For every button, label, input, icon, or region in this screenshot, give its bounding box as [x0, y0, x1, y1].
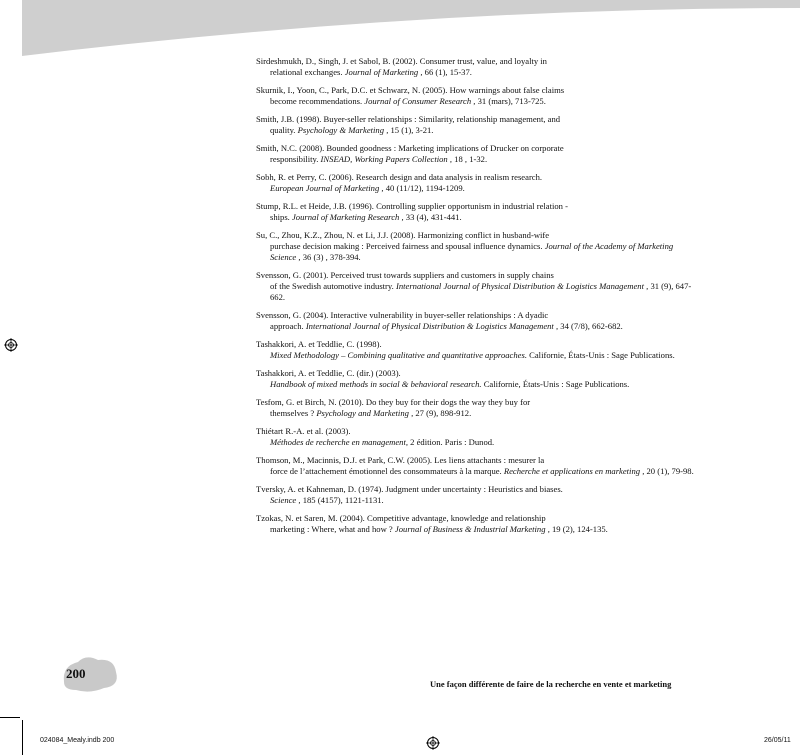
crop-mark — [0, 717, 20, 718]
citation-details: , 15 (1), 3-21. — [386, 125, 434, 135]
reference-continuation — [256, 67, 698, 78]
journal-title: Science — [270, 495, 297, 505]
reference-first-line: Stump, R.L. et Heide, J.B. (1996). Controlling supplier opportunism in industrial relation - — [256, 201, 568, 211]
reference-first-line: Tesfom, G. et Birch, N. (2010). Do they buy for their dogs the way they buy for — [256, 397, 531, 407]
citation-details: , 18 , 1-32. — [449, 154, 488, 164]
registration-mark-icon — [4, 338, 18, 352]
reference-continuation — [256, 241, 698, 263]
reference-entry — [256, 513, 698, 535]
reference-first-line: Thomson, M., Macinnis, D.J. et Park, C.W. (2005). Les liens attachants : mesurer la — [256, 455, 545, 465]
citation-details: , 27 (9), 898-912. — [411, 408, 472, 418]
citation-details: , 66 (1), 15-37. — [420, 67, 472, 77]
reference-first-line: Tashakkori, A. et Teddlie, C. (1998). — [256, 339, 382, 349]
citation-details: , 19 (2), 124-135. — [547, 524, 608, 534]
reference-first-line: Sirdeshmukh, D., Singh, J. et Sabol, B. (2002). Consumer trust, value, and loyalty in — [256, 56, 547, 66]
reference-entry — [256, 310, 698, 332]
citation-details: , 185 (4157), 1121-1131. — [298, 495, 384, 505]
journal-title: Journal of Marketing Research — [291, 212, 400, 222]
reference-continuation — [256, 125, 698, 136]
reference-first-line: Tashakkori, A. et Teddlie, C. (dir.) (2003). — [256, 368, 401, 378]
reference-body: responsibility. — [270, 154, 319, 164]
reference-entry — [256, 143, 698, 165]
reference-continuation — [256, 212, 698, 223]
reference-continuation — [256, 350, 698, 361]
journal-title: Journal of Business & Industrial Marketing — [394, 524, 546, 534]
reference-body: themselves ? — [270, 408, 315, 418]
journal-title: European Journal of Marketing — [270, 183, 380, 193]
journal-title: Psychology & Marketing — [297, 125, 385, 135]
reference-body: ships. — [270, 212, 290, 222]
registration-mark-icon — [426, 736, 440, 750]
reference-entry — [256, 85, 698, 107]
reference-body: relational exchanges. — [270, 67, 343, 77]
journal-title: Journal of the Academy of Marketing Science — [270, 241, 674, 262]
reference-continuation — [256, 524, 698, 535]
citation-details: , 40 (11/12), 1194-1209. — [381, 183, 465, 193]
journal-title: Méthodes de recherche en management, — [270, 437, 409, 447]
citation-details: , 31 (mars), 713-725. — [473, 96, 546, 106]
reference-entry — [256, 397, 698, 419]
reference-continuation — [256, 154, 698, 165]
reference-entry — [256, 114, 698, 136]
journal-title: Journal of Consumer Research — [364, 96, 472, 106]
reference-continuation — [256, 379, 698, 390]
reference-entry — [256, 201, 698, 223]
reference-entry — [256, 368, 698, 390]
reference-continuation — [256, 495, 698, 506]
reference-first-line: Skurnik, I., Yoon, C., Park, D.C. et Schwarz, N. (2005). How warnings about false claims — [256, 85, 565, 95]
reference-first-line: Tversky, A. et Kahneman, D. (1974). Judgment under uncertainty : Heuristics and biases. — [256, 484, 563, 494]
reference-body: force de l’attachement émotionnel des consommateurs à la marque. — [270, 466, 502, 476]
reference-first-line: Smith, J.B. (1998). Buyer-seller relationships : Similarity, relationship management, and — [256, 114, 561, 124]
citation-details: , 34 (7/8), 662-682. — [555, 321, 623, 331]
citation-details: Californie, États-Unis : Sage Publications. — [529, 350, 675, 360]
reference-entry — [256, 426, 698, 448]
reference-first-line: Su, C., Zhou, K.Z., Zhou, N. et Li, J.J. (2008). Harmonizing conflict in husband-wife — [256, 230, 550, 240]
crop-mark — [22, 720, 23, 755]
reference-continuation — [256, 466, 698, 477]
citation-details: Californie, États-Unis : Sage Publications. — [483, 379, 630, 389]
reference-entry — [256, 455, 698, 477]
reference-first-line: Thiétart R.-A. et al. (2003). — [256, 426, 351, 436]
page-number: 200 — [66, 666, 86, 681]
citation-details: , 33 (4), 431-441. — [401, 212, 462, 222]
reference-body: quality. — [270, 125, 296, 135]
slug-date: 26/05/11 — [764, 737, 791, 744]
citation-details: , 31 (9), 647-662. — [270, 281, 692, 302]
running-title: Une façon différente de faire de la recherche en vente et marketing — [430, 679, 672, 689]
reference-continuation — [256, 183, 698, 194]
reference-first-line: Sobh, R. et Perry, C. (2006). Research design and data analysis in realism research. — [256, 172, 543, 182]
reference-entry — [256, 484, 698, 506]
reference-entry — [256, 56, 698, 78]
reference-first-line: Tzokas, N. et Saren, M. (2004). Competitive advantage, knowledge and relationship — [256, 513, 546, 523]
reference-continuation — [256, 437, 698, 448]
reference-body: become recommendations. — [270, 96, 363, 106]
header-swoosh — [0, 0, 800, 60]
reference-entry — [256, 270, 698, 303]
journal-title: Mixed Methodology – Combining qualitative and quantitative approaches. — [270, 350, 527, 360]
reference-continuation — [256, 408, 698, 419]
reference-first-line: Smith, N.C. (2008). Bounded goodness : Marketing implications of Drucker on corporate — [256, 143, 564, 153]
citation-details: 2 édition. Paris : Dunod. — [410, 437, 495, 447]
journal-title: Handbook of mixed methods in social & behavioral research. — [270, 379, 482, 389]
reference-continuation — [256, 281, 698, 303]
journal-title: Psychology and Marketing — [316, 408, 409, 418]
citation-details: , 36 (3) , 378-394. — [298, 252, 361, 262]
reference-first-line: Svensson, G. (2004). Interactive vulnerability in buyer-seller relationships : A dyadic — [256, 310, 549, 320]
reference-entry — [256, 172, 698, 194]
reference-body: purchase decision making : Perceived fairness and spousal influence dynamics. — [270, 241, 543, 251]
journal-title: Recherche et applications en marketing — [503, 466, 641, 476]
reference-continuation — [256, 96, 698, 107]
journal-title: Journal of Marketing — [344, 67, 419, 77]
citation-details: , 20 (1), 79-98. — [642, 466, 694, 476]
reference-list — [256, 56, 698, 542]
journal-title: INSEAD, Working Papers Collection — [320, 154, 448, 164]
reference-body: marketing : Where, what and how ? — [270, 524, 393, 534]
journal-title: International Journal of Physical Distribution & Logistics Management — [305, 321, 554, 331]
reference-body: approach. — [270, 321, 304, 331]
reference-body: of the Swedish automotive industry. — [270, 281, 394, 291]
journal-title: International Journal of Physical Distribution & Logistics Management — [395, 281, 644, 291]
reference-first-line: Svensson, G. (2001). Perceived trust towards suppliers and customers in supply chains — [256, 270, 554, 280]
reference-continuation — [256, 321, 698, 332]
reference-entry — [256, 230, 698, 263]
slug-filename: 024084_Mealy.indb 200 — [40, 737, 115, 744]
reference-entry — [256, 339, 698, 361]
